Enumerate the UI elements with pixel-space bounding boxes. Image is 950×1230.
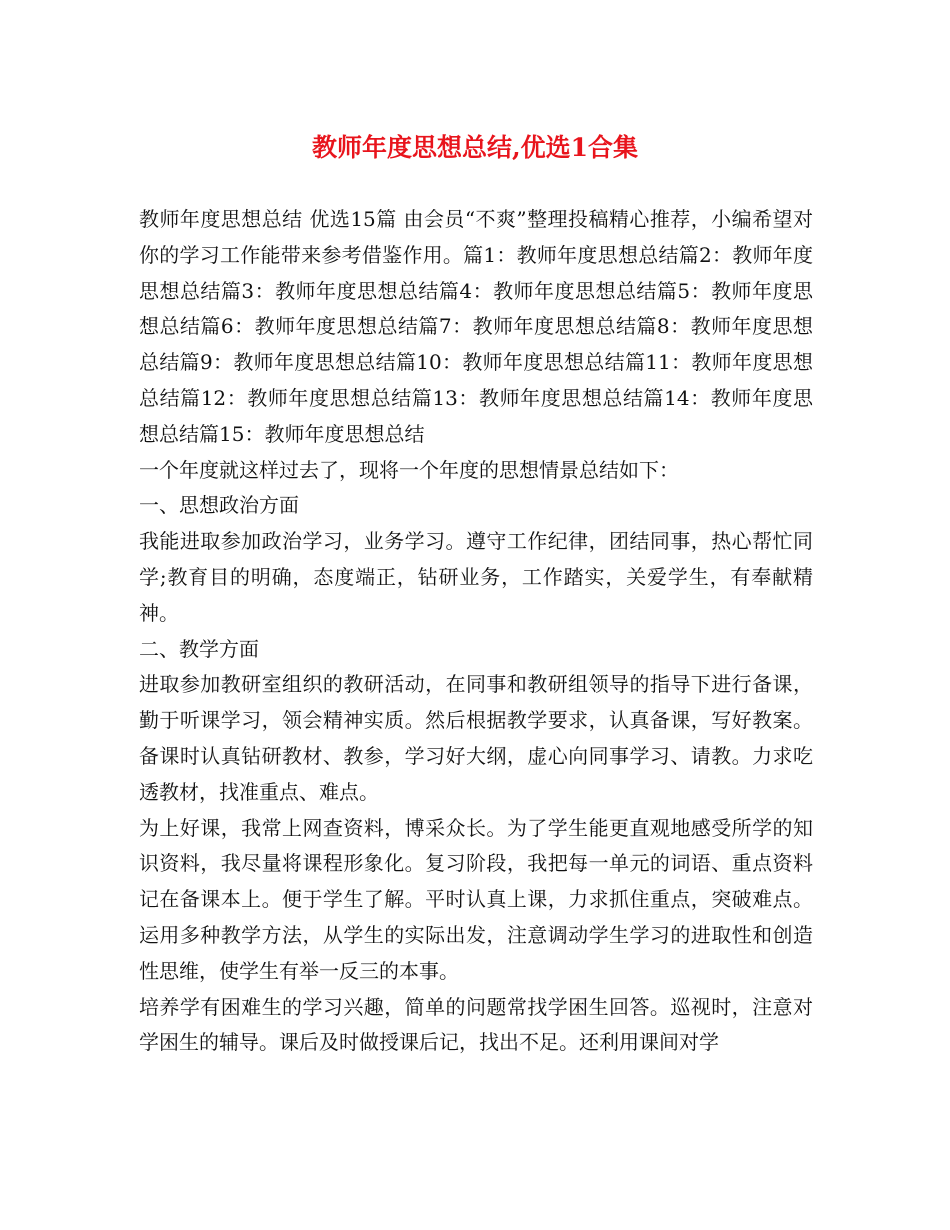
section-heading-ideology: 一、思想政治方面 [139,493,299,518]
ideology-paragraph: 我能进取参加政治学习，业务学习。遵守工作纪律，团结同事，热心帮忙同学;教育目的明确，态度端正，钻研业务，工作踏实，关爱学生，有奉献精神。 [139,529,813,625]
summary-intro-paragraph: 一个年度就这样过去了，现将一个年度的思想情景总结如下： [139,457,679,482]
document-body [139,202,813,1061]
intro-paragraph: 教师年度思想总结 优选15篇 由会员“不爽”整理投稿精心推荐，小编希望对你的学习工作能带来参考借鉴作用。篇1：教师年度思想总结篇2：教师年度思想总结篇3：教师年度思想总结篇4：教师年度思想总结篇5：教师年度思想总结篇6：教师年度思想总结篇7：教师年度思想总结篇8：教师年度思想总结篇9：教师年度思想总结篇10：教师年度思想总结篇11：教师年度思想总结篇12：教师年度思想总结篇13：教师年度思想总结篇14：教师年度思想总结篇15：教师年度思想总结 [139,207,813,446]
teaching-paragraph-1: 进取参加教研室组织的教研活动，在同事和教研组领导的指导下进行备课，勤于听课学习，领会精神实质。然后根据教学要求，认真备课，写好教案。备课时认真钻研教材、教参，学习好大纲，虚心向同事学习、请教。力求吃透教材，找准重点、难点。 [139,672,813,804]
teaching-paragraph-2: 为上好课，我常上网查资料，博采众长。为了学生能更直观地感受所学的知识资料，我尽量将课程形象化。复习阶段，我把每一单元的词语、重点资料记在备课本上。便于学生了解。平时认真上课，力求抓住重点，突破难点。运用多种教学方法，从学生的实际出发，注意调动学生学习的进取性和创造性思维，使学生有举一反三的本事。 [139,815,813,983]
document-title: 教师年度思想总结,优选1合集 [311,133,639,162]
section-heading-teaching: 二、教学方面 [139,636,259,661]
teaching-paragraph-3: 培养学有困难生的学习兴趣，简单的问题常找学困生回答。巡视时，注意对学困生的辅导。课后及时做授课后记，找出不足。还利用课间对学 [139,994,813,1055]
